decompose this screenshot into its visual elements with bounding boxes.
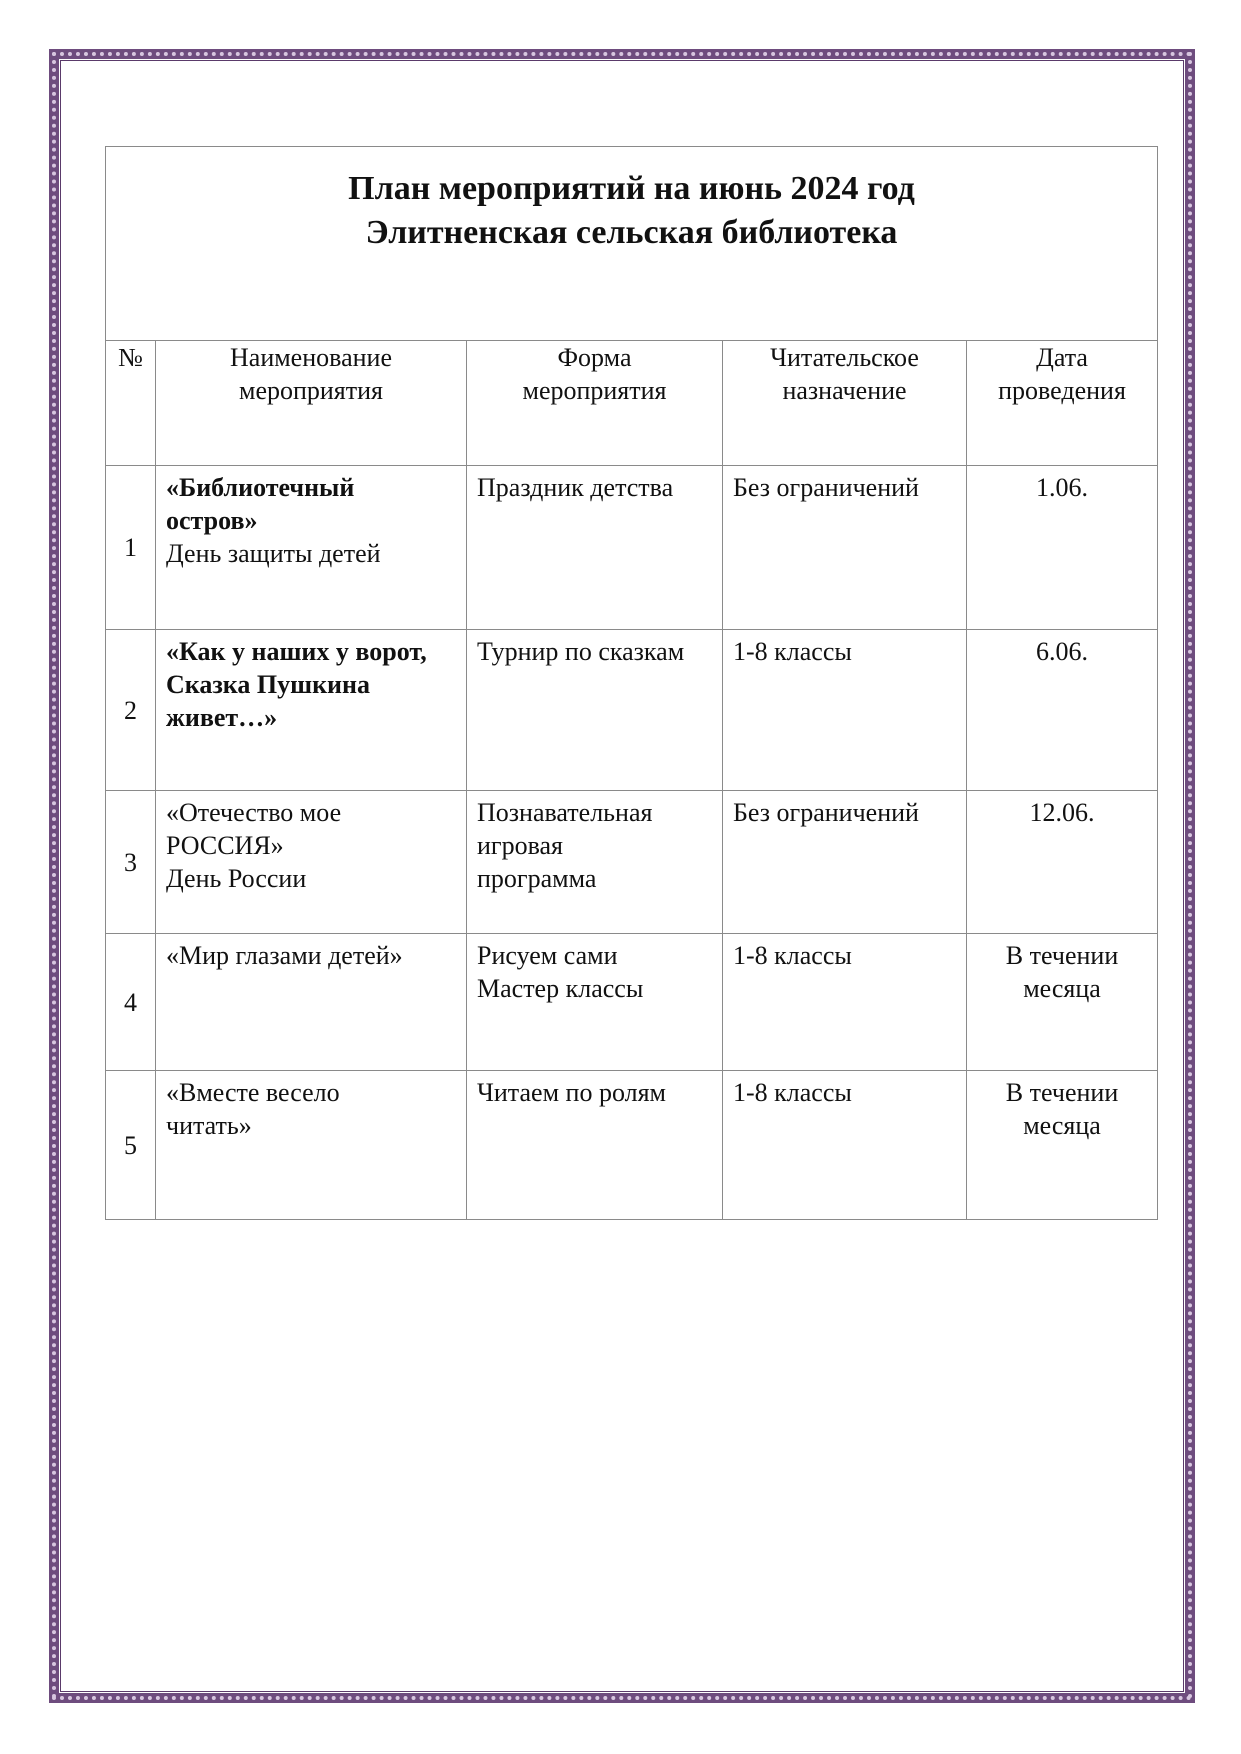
event-date-text: месяца bbox=[1023, 974, 1101, 1003]
row-number: 1 bbox=[106, 466, 156, 630]
event-name-plain: День защиты детей bbox=[166, 539, 381, 568]
header-name-line2: мероприятия bbox=[238, 376, 383, 405]
header-name-line1: Наименование bbox=[230, 343, 392, 372]
table-row bbox=[106, 630, 1158, 791]
event-date-text: 1.06. bbox=[1036, 473, 1089, 502]
event-audience-cell: Без ограничений bbox=[723, 466, 967, 630]
event-form-cell bbox=[467, 934, 723, 1071]
event-date-cell bbox=[967, 466, 1158, 630]
event-form-text: игровая bbox=[477, 831, 564, 860]
row-number: 5 bbox=[106, 1071, 156, 1220]
event-name-bold: Сказка Пушкина bbox=[166, 670, 371, 699]
event-form-text: Рисуем сами bbox=[477, 941, 618, 970]
event-date-text: 12.06. bbox=[1029, 798, 1095, 827]
title-row bbox=[106, 147, 1158, 341]
event-name-bold: остров» bbox=[166, 506, 258, 535]
event-name-cell bbox=[156, 1071, 467, 1220]
event-audience-cell: 1-8 классы bbox=[723, 630, 967, 791]
event-form-cell bbox=[467, 630, 723, 791]
header-audience bbox=[723, 341, 967, 466]
row-number: 3 bbox=[106, 791, 156, 934]
header-date-line1: Дата bbox=[1036, 343, 1088, 372]
library-name: Элитненская сельская библиотека bbox=[365, 214, 898, 251]
header-date bbox=[967, 341, 1158, 466]
event-name-plain: День России bbox=[166, 864, 307, 893]
table-row bbox=[106, 934, 1158, 1071]
row-number: 2 bbox=[106, 630, 156, 791]
event-form-cell bbox=[467, 466, 723, 630]
header-audience-line1: Читательское bbox=[770, 343, 919, 372]
event-date-text: месяца bbox=[1023, 1111, 1101, 1140]
header-form bbox=[467, 341, 723, 466]
event-form-text: Праздник детства bbox=[477, 473, 674, 502]
header-audience-line2: назначение bbox=[782, 376, 907, 405]
document-title: План мероприятий на июнь 2024 год bbox=[348, 170, 915, 207]
event-name-plain: читать» bbox=[166, 1111, 252, 1140]
event-name-plain: «Отечество мое bbox=[166, 798, 342, 827]
header-form-line2: мероприятия bbox=[522, 376, 667, 405]
header-form-line1: Форма bbox=[557, 343, 632, 372]
header-num: № bbox=[106, 341, 156, 466]
event-date-cell bbox=[967, 934, 1158, 1071]
event-form-text: программа bbox=[477, 864, 597, 893]
event-name-plain: «Мир глазами детей» bbox=[166, 941, 403, 970]
event-date-text: 6.06. bbox=[1036, 637, 1089, 666]
event-name-cell bbox=[156, 466, 467, 630]
event-audience-cell: 1-8 классы bbox=[723, 934, 967, 1071]
event-name-bold: «Как у наших у ворот, bbox=[166, 637, 427, 666]
event-form-cell bbox=[467, 1071, 723, 1220]
event-name-bold: «Библиотечный bbox=[166, 473, 355, 502]
table-row bbox=[106, 1071, 1158, 1220]
event-audience-cell: 1-8 классы bbox=[723, 1071, 967, 1220]
event-form-text: Турнир по сказкам bbox=[477, 637, 685, 666]
event-name-cell bbox=[156, 791, 467, 934]
event-name-bold: живет…» bbox=[166, 703, 278, 732]
table-row bbox=[106, 466, 1158, 630]
event-name-plain: РОССИЯ» bbox=[166, 831, 284, 860]
title-cell bbox=[106, 147, 1158, 341]
event-form-cell bbox=[467, 791, 723, 934]
event-form-text: Мастер классы bbox=[477, 974, 644, 1003]
event-date-cell bbox=[967, 630, 1158, 791]
event-form-text: Познавательная bbox=[477, 798, 653, 827]
header-date-line2: проведения bbox=[998, 376, 1126, 405]
event-name-plain: «Вместе весело bbox=[166, 1078, 340, 1107]
event-name-cell bbox=[156, 630, 467, 791]
event-audience-cell: Без ограничений bbox=[723, 791, 967, 934]
event-date-text: В течении bbox=[1005, 1078, 1119, 1107]
row-number: 4 bbox=[106, 934, 156, 1071]
event-date-cell bbox=[967, 1071, 1158, 1220]
header-name bbox=[156, 341, 467, 466]
table-row bbox=[106, 791, 1158, 934]
event-form-text: Читаем по ролям bbox=[477, 1078, 666, 1107]
event-date-text: В течении bbox=[1005, 941, 1119, 970]
event-date-cell bbox=[967, 791, 1158, 934]
events-plan-table bbox=[105, 146, 1158, 1220]
event-name-cell bbox=[156, 934, 467, 1071]
header-row bbox=[106, 341, 1158, 466]
